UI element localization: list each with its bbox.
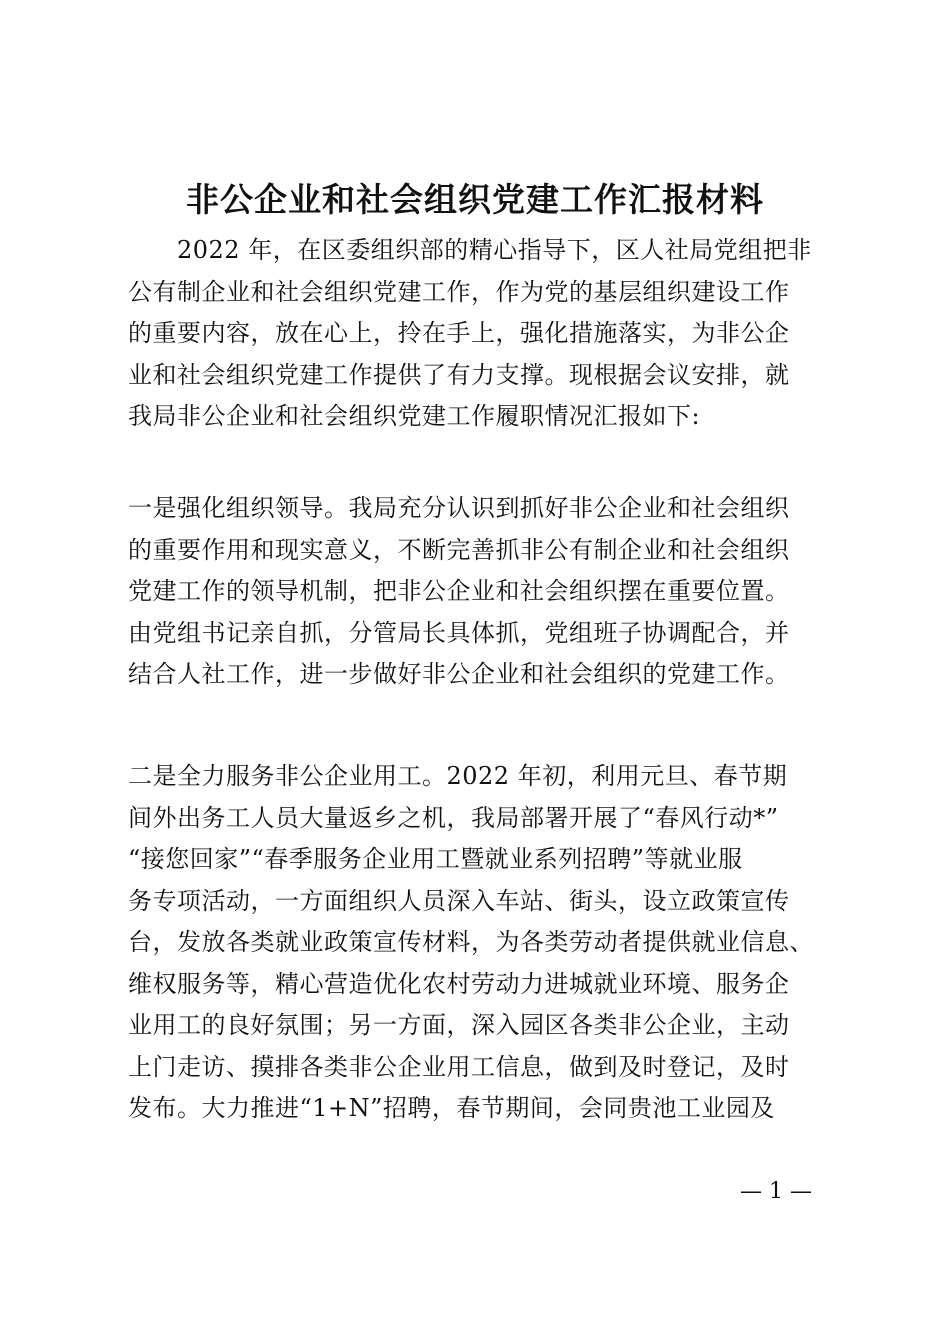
text-line: 间外出务工人员大量返乡之机，我局部署开展了“春风行动*” [128, 803, 779, 832]
text-line: 台，发放各类就业政策宣传材料，为各类劳动者提供就业信息、 [128, 928, 814, 956]
text-line: 业用工的良好氛围；另一方面，深入园区各类非公企业，主动 [128, 1011, 790, 1039]
paragraph-intro [128, 230, 836, 438]
text-line: “接您回家”“春季服务企业用工暨就业系列招聘”等就业服 [128, 845, 743, 873]
text-line: 2022 年，在区委组织部的精心指导下，区人社局党组把非 [128, 236, 812, 264]
paragraph-employment-service [128, 756, 836, 1130]
text-line: 我局非公企业和社会组织党建工作履职情况汇报如下: [128, 402, 701, 430]
text-line: 务专项活动，一方面组织人员深入车站、街头，设立政策宣传 [128, 886, 790, 915]
text-line: 的重要内容，放在心上，拎在手上，强化措施落实，为非公企 [128, 319, 790, 347]
text-line: 由党组书记亲自抓，分管局长具体抓，党组班子协调配合，并 [128, 618, 790, 647]
text-line: 党建工作的领导机制，把非公企业和社会组织摆在重要位置。 [128, 577, 790, 605]
document-title: 非公企业和社会组织党建工作汇报材料 [186, 180, 764, 219]
text-line: 发布。大力推进“1+N”招聘，春节期间，会同贵池工业园及 [128, 1094, 775, 1122]
text-line: 业和社会组织党建工作提供了有力支撑。现根据会议安排，就 [128, 360, 790, 389]
text-line: 维权服务等，精心营造优化农村劳动力进城就业环境、服务企 [128, 969, 790, 998]
text-line: 的重要作用和现实意义，不断完善抓非公有制企业和社会组织 [128, 535, 790, 564]
text-line: 结合人社工作，进一步做好非公企业和社会组织的党建工作。 [128, 660, 790, 688]
text-line: 公有制企业和社会组织党建工作，作为党的基层组织建设工作 [128, 277, 790, 306]
page-number: — 1 — [740, 1179, 812, 1204]
text-line: 一是强化组织领导。我局充分认识到抓好非公企业和社会组织 [128, 494, 790, 522]
text-line: 上门走访、摸排各类非公企业用工信息，做到及时登记，及时 [128, 1052, 790, 1081]
paragraph-organization-leadership [128, 488, 836, 696]
text-line: 二是全力服务非公企业用工。2022 年初，利用元旦、春节期 [128, 762, 788, 790]
